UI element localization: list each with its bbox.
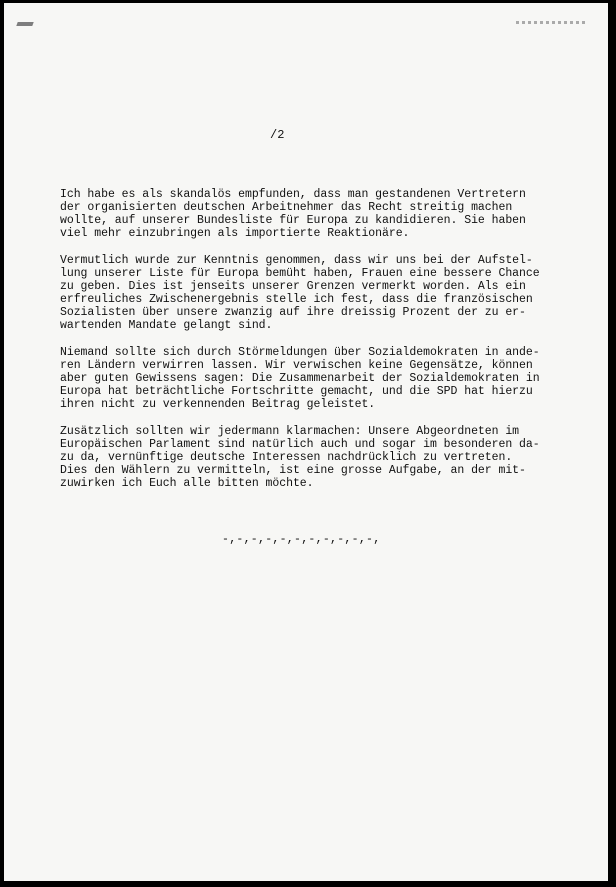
text-line: lung unserer Liste für Europa bemüht haben, Frauen eine bessere Chance (60, 267, 540, 280)
text-line: ihren nicht zu verkennenden Beitrag geleistet. (60, 398, 376, 411)
text-line: Zusätzlich sollten wir jedermann klarmachen: Unsere Abgeordneten im (60, 425, 520, 438)
text-line: der organisierten deutschen Arbeitnehmer das Recht streitig machen (60, 201, 513, 214)
text-line: Ich habe es als skandalös empfunden, dass man gestandenen Vertretern (60, 188, 526, 201)
paragraph-1 (60, 188, 590, 240)
paragraph-4 (60, 425, 590, 490)
text-line: Sozialisten über unsere zwanzig auf ihre dreissig Prozent der zu er- (60, 306, 526, 319)
document-page (4, 3, 608, 881)
text-line: wollte, auf unserer Bundesliste für Europa zu kandidieren. Sie haben (60, 214, 526, 227)
closing-divider: -,-,-,-,-,-,-,-,-,-,-, (222, 533, 381, 546)
text-line: wartenden Mandate gelangt sind. (60, 319, 273, 332)
text-line: viel mehr einzubringen als importierte Reaktionäre. (60, 227, 410, 240)
text-line: zuwirken ich Euch alle bitten möchte. (60, 477, 314, 490)
page-number: /2 (270, 128, 285, 142)
text-line: Dies den Wählern zu vermitteln, ist eine grosse Aufgabe, an der mit- (60, 464, 526, 477)
text-line: zu da, vernünftige deutsche Interessen nachdrücklich zu vertreten. (60, 451, 513, 464)
text-line: erfreuliches Zwischenergebnis stelle ich fest, dass die französischen (60, 293, 533, 306)
paragraph-3 (60, 346, 590, 411)
text-line: aber guten Gewissens sagen: Die Zusammenarbeit der Sozialdemokraten in (60, 372, 540, 385)
scan-artifact-right (516, 21, 586, 24)
letter-body (60, 188, 590, 504)
text-line: Niemand sollte sich durch Störmeldungen über Sozialdemokraten in ande- (60, 346, 540, 359)
paragraph-2 (60, 254, 590, 332)
text-line: ren Ländern verwirren lassen. Wir verwischen keine Gegensätze, können (60, 359, 533, 372)
scan-artifact-left (16, 22, 33, 26)
text-line: Europa hat beträchtliche Fortschritte gemacht, und die SPD hat hierzu (60, 385, 533, 398)
text-line: Europäischen Parlament sind natürlich auch und sogar im besonderen da- (60, 438, 540, 451)
text-line: zu geben. Dies ist jenseits unserer Grenzen vermerkt worden. Als ein (60, 280, 526, 293)
text-line: Vermutlich wurde zur Kenntnis genommen, dass wir uns bei der Aufstel- (60, 254, 533, 267)
